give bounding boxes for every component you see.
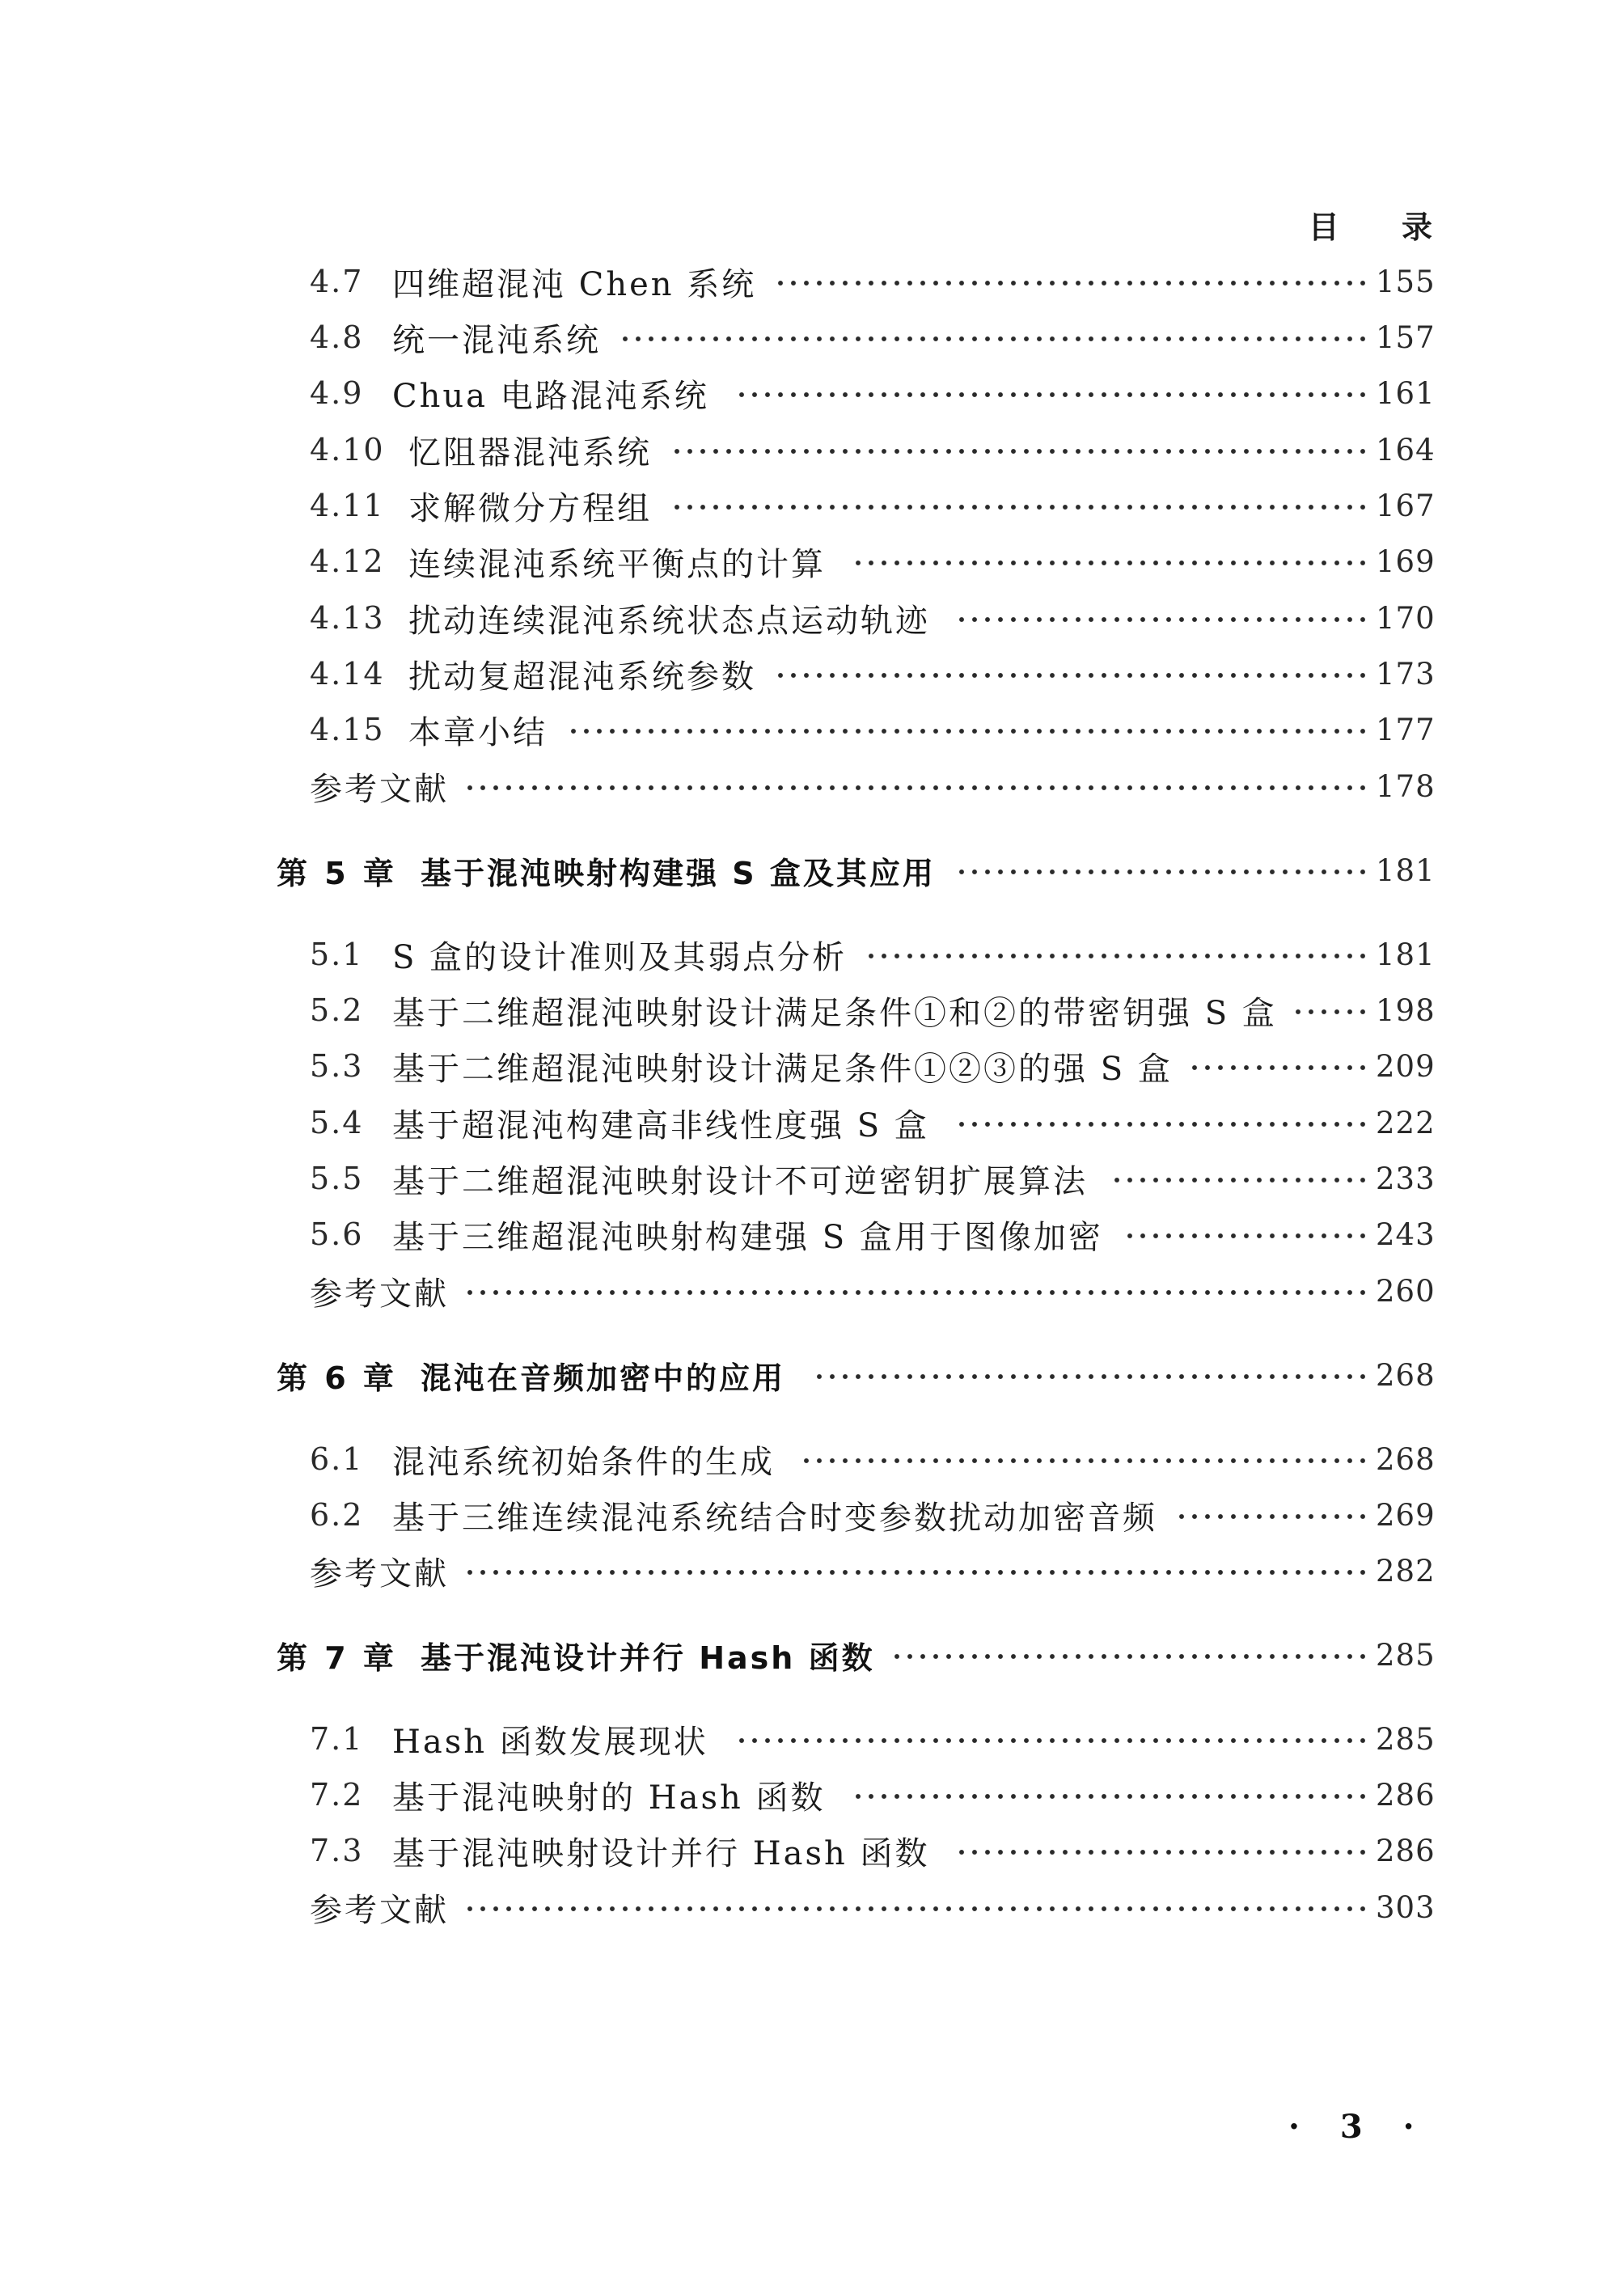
toc-section-entry xyxy=(0,309,1624,366)
references-title: 参考文献 xyxy=(310,1555,449,1593)
section-number: 4.12 xyxy=(310,544,385,579)
dot-leader xyxy=(955,868,1369,876)
page-ref: 178 xyxy=(1376,768,1436,804)
toc-section-entry xyxy=(0,1487,1624,1543)
dot-leader xyxy=(774,671,1369,679)
page-ref: 209 xyxy=(1376,1048,1436,1084)
section-number: 6.2 xyxy=(310,1497,364,1533)
toc-section-entry xyxy=(0,421,1624,478)
dot-leader xyxy=(813,1373,1369,1381)
section-title: 基于三维超混沌映射构建强 S 盒用于图像加密 xyxy=(392,1218,1103,1256)
toc-section-entry xyxy=(0,477,1624,534)
toc-section-entry xyxy=(0,926,1624,983)
section-title: Hash 函数发展现状 xyxy=(392,1723,708,1761)
toc-chapter-entry xyxy=(0,1347,1624,1403)
toc-section-entry xyxy=(0,982,1624,1039)
section-number: 4.13 xyxy=(310,600,385,636)
toc-section-entry xyxy=(0,1094,1624,1151)
dot-leader xyxy=(955,616,1369,624)
chapter-number: 第 6 章 xyxy=(277,1360,397,1396)
section-number: 4.9 xyxy=(310,375,364,411)
dot-leader xyxy=(852,559,1369,567)
section-title: 本章小结 xyxy=(408,713,548,751)
toc-section-entry xyxy=(0,1150,1624,1207)
toc-section-entry xyxy=(0,533,1624,590)
page-ref: 268 xyxy=(1376,1357,1436,1393)
section-title: 扰动连续混沌系统状态点运动轨迹 xyxy=(408,602,930,640)
dot-leader xyxy=(1188,1064,1369,1072)
page-ref: 167 xyxy=(1376,488,1436,523)
section-title: 基于三维连续混沌系统结合时变参数扰动加密音频 xyxy=(392,1499,1157,1537)
references-title: 参考文献 xyxy=(310,770,449,808)
toc-section-entry xyxy=(0,590,1624,646)
chapter-title: 基于混沌设计并行 Hash 函数 xyxy=(421,1639,875,1676)
section-number: 5.2 xyxy=(310,992,364,1028)
dot-leader xyxy=(1175,1512,1369,1521)
references-title: 参考文献 xyxy=(310,1275,449,1313)
dot-leader xyxy=(463,1288,1369,1297)
page-ref: 155 xyxy=(1376,264,1436,299)
page-ref: 164 xyxy=(1376,432,1436,467)
section-number: 5.3 xyxy=(310,1048,364,1084)
toc-section-entry xyxy=(0,1431,1624,1487)
page-number: · 3 · xyxy=(1288,2108,1429,2146)
dot-leader xyxy=(1110,1176,1369,1184)
section-number: 7.1 xyxy=(310,1721,364,1757)
section-title: 四维超混沌 Chen 系统 xyxy=(392,265,757,303)
page-ref: 269 xyxy=(1376,1497,1436,1533)
section-title: S 盒的设计准则及其弱点分析 xyxy=(392,938,848,976)
toc-section-entry xyxy=(0,1766,1624,1823)
chapter-number: 第 5 章 xyxy=(277,855,397,891)
toc-references-entry xyxy=(0,1542,1624,1599)
toc-section-entry xyxy=(0,365,1624,421)
section-number: 4.15 xyxy=(310,712,385,747)
page-ref: 170 xyxy=(1376,600,1436,636)
section-number: 5.6 xyxy=(310,1216,364,1252)
dot-leader xyxy=(735,391,1369,399)
page-ref: 268 xyxy=(1376,1441,1436,1477)
page-ref: 157 xyxy=(1376,319,1436,355)
toc-references-entry xyxy=(0,758,1624,814)
page-ref: 286 xyxy=(1376,1833,1436,1868)
section-number: 4.11 xyxy=(310,488,385,523)
page-ref: 243 xyxy=(1376,1216,1436,1252)
page-ref: 181 xyxy=(1376,852,1436,888)
dot-leader xyxy=(955,1120,1369,1128)
page-ref: 181 xyxy=(1376,937,1436,972)
page-ref: 303 xyxy=(1376,1889,1436,1925)
section-title: 基于二维超混沌映射设计不可逆密钥扩展算法 xyxy=(392,1162,1088,1200)
page-ref: 177 xyxy=(1376,712,1436,747)
section-title: 扰动复超混沌系统参数 xyxy=(408,658,756,696)
section-title: 基于混沌映射设计并行 Hash 函数 xyxy=(392,1834,930,1872)
toc-section-entry xyxy=(0,1206,1624,1263)
dot-leader xyxy=(1123,1232,1369,1240)
dot-leader xyxy=(735,1737,1369,1745)
toc-chapter-entry xyxy=(0,1627,1624,1683)
chapter-title: 混沌在音频加密中的应用 xyxy=(421,1360,786,1396)
section-number: 6.1 xyxy=(310,1441,364,1477)
section-number: 5.5 xyxy=(310,1161,364,1196)
page-ref: 233 xyxy=(1376,1161,1436,1196)
section-number: 4.8 xyxy=(310,319,364,355)
dot-leader xyxy=(463,1905,1369,1913)
dot-leader xyxy=(774,279,1369,287)
dot-leader xyxy=(955,1848,1369,1856)
dot-leader xyxy=(852,1792,1369,1800)
chapter-number: 第 7 章 xyxy=(277,1639,397,1676)
section-number: 4.10 xyxy=(310,432,385,467)
toc-references-entry xyxy=(0,1879,1624,1936)
section-number: 7.3 xyxy=(310,1833,364,1868)
section-title: 忆阻器混沌系统 xyxy=(408,434,652,472)
dot-leader xyxy=(1292,1008,1369,1016)
dot-leader xyxy=(463,1568,1369,1576)
dot-leader xyxy=(890,1652,1369,1661)
section-title: 基于二维超混沌映射设计满足条件①和②的带密钥强 S 盒 xyxy=(392,994,1277,1032)
dot-leader xyxy=(865,952,1369,960)
page-ref: 285 xyxy=(1376,1721,1436,1757)
dot-leader xyxy=(670,503,1369,511)
toc-section-entry xyxy=(0,645,1624,702)
page-ref: 198 xyxy=(1376,992,1436,1028)
page-ref: 222 xyxy=(1376,1105,1436,1140)
page-ref: 285 xyxy=(1376,1637,1436,1673)
page-ref: 282 xyxy=(1376,1553,1436,1589)
toc-chapter-entry xyxy=(0,842,1624,899)
toc-section-entry xyxy=(0,701,1624,758)
toc-section-entry xyxy=(0,1822,1624,1879)
section-title: 统一混沌系统 xyxy=(392,321,601,359)
section-number: 5.1 xyxy=(310,937,364,972)
toc-references-entry xyxy=(0,1263,1624,1319)
section-number: 5.4 xyxy=(310,1105,364,1140)
section-number: 4.7 xyxy=(310,264,364,299)
page-ref: 173 xyxy=(1376,656,1436,692)
running-head: 目 录 xyxy=(1308,209,1458,245)
page-ref: 260 xyxy=(1376,1273,1436,1309)
chapter-title: 基于混沌映射构建强 S 盒及其应用 xyxy=(421,855,936,891)
toc-section-entry xyxy=(0,253,1624,310)
section-title: 混沌系统初始条件的生成 xyxy=(392,1443,775,1481)
toc-section-entry xyxy=(0,1711,1624,1767)
section-title: 基于二维超混沌映射设计满足条件①②③的强 S 盒 xyxy=(392,1050,1173,1088)
toc-section-entry xyxy=(0,1038,1624,1094)
page-ref: 161 xyxy=(1376,375,1436,411)
dot-leader xyxy=(619,335,1369,343)
dot-leader xyxy=(800,1457,1369,1465)
section-title: 连续混沌系统平衡点的计算 xyxy=(408,545,826,583)
dot-leader xyxy=(567,727,1369,735)
page-ref: 286 xyxy=(1376,1777,1436,1813)
section-title: 求解微分方程组 xyxy=(408,489,652,527)
section-number: 7.2 xyxy=(310,1777,364,1813)
dot-leader xyxy=(670,447,1369,455)
section-title: Chua 电路混沌系统 xyxy=(392,377,709,415)
section-number: 4.14 xyxy=(310,656,385,692)
page-ref: 169 xyxy=(1376,544,1436,579)
section-title: 基于超混沌构建高非线性度强 S 盒 xyxy=(392,1106,929,1144)
references-title: 参考文献 xyxy=(310,1891,449,1929)
section-title: 基于混沌映射的 Hash 函数 xyxy=(392,1779,826,1817)
dot-leader xyxy=(463,784,1369,792)
